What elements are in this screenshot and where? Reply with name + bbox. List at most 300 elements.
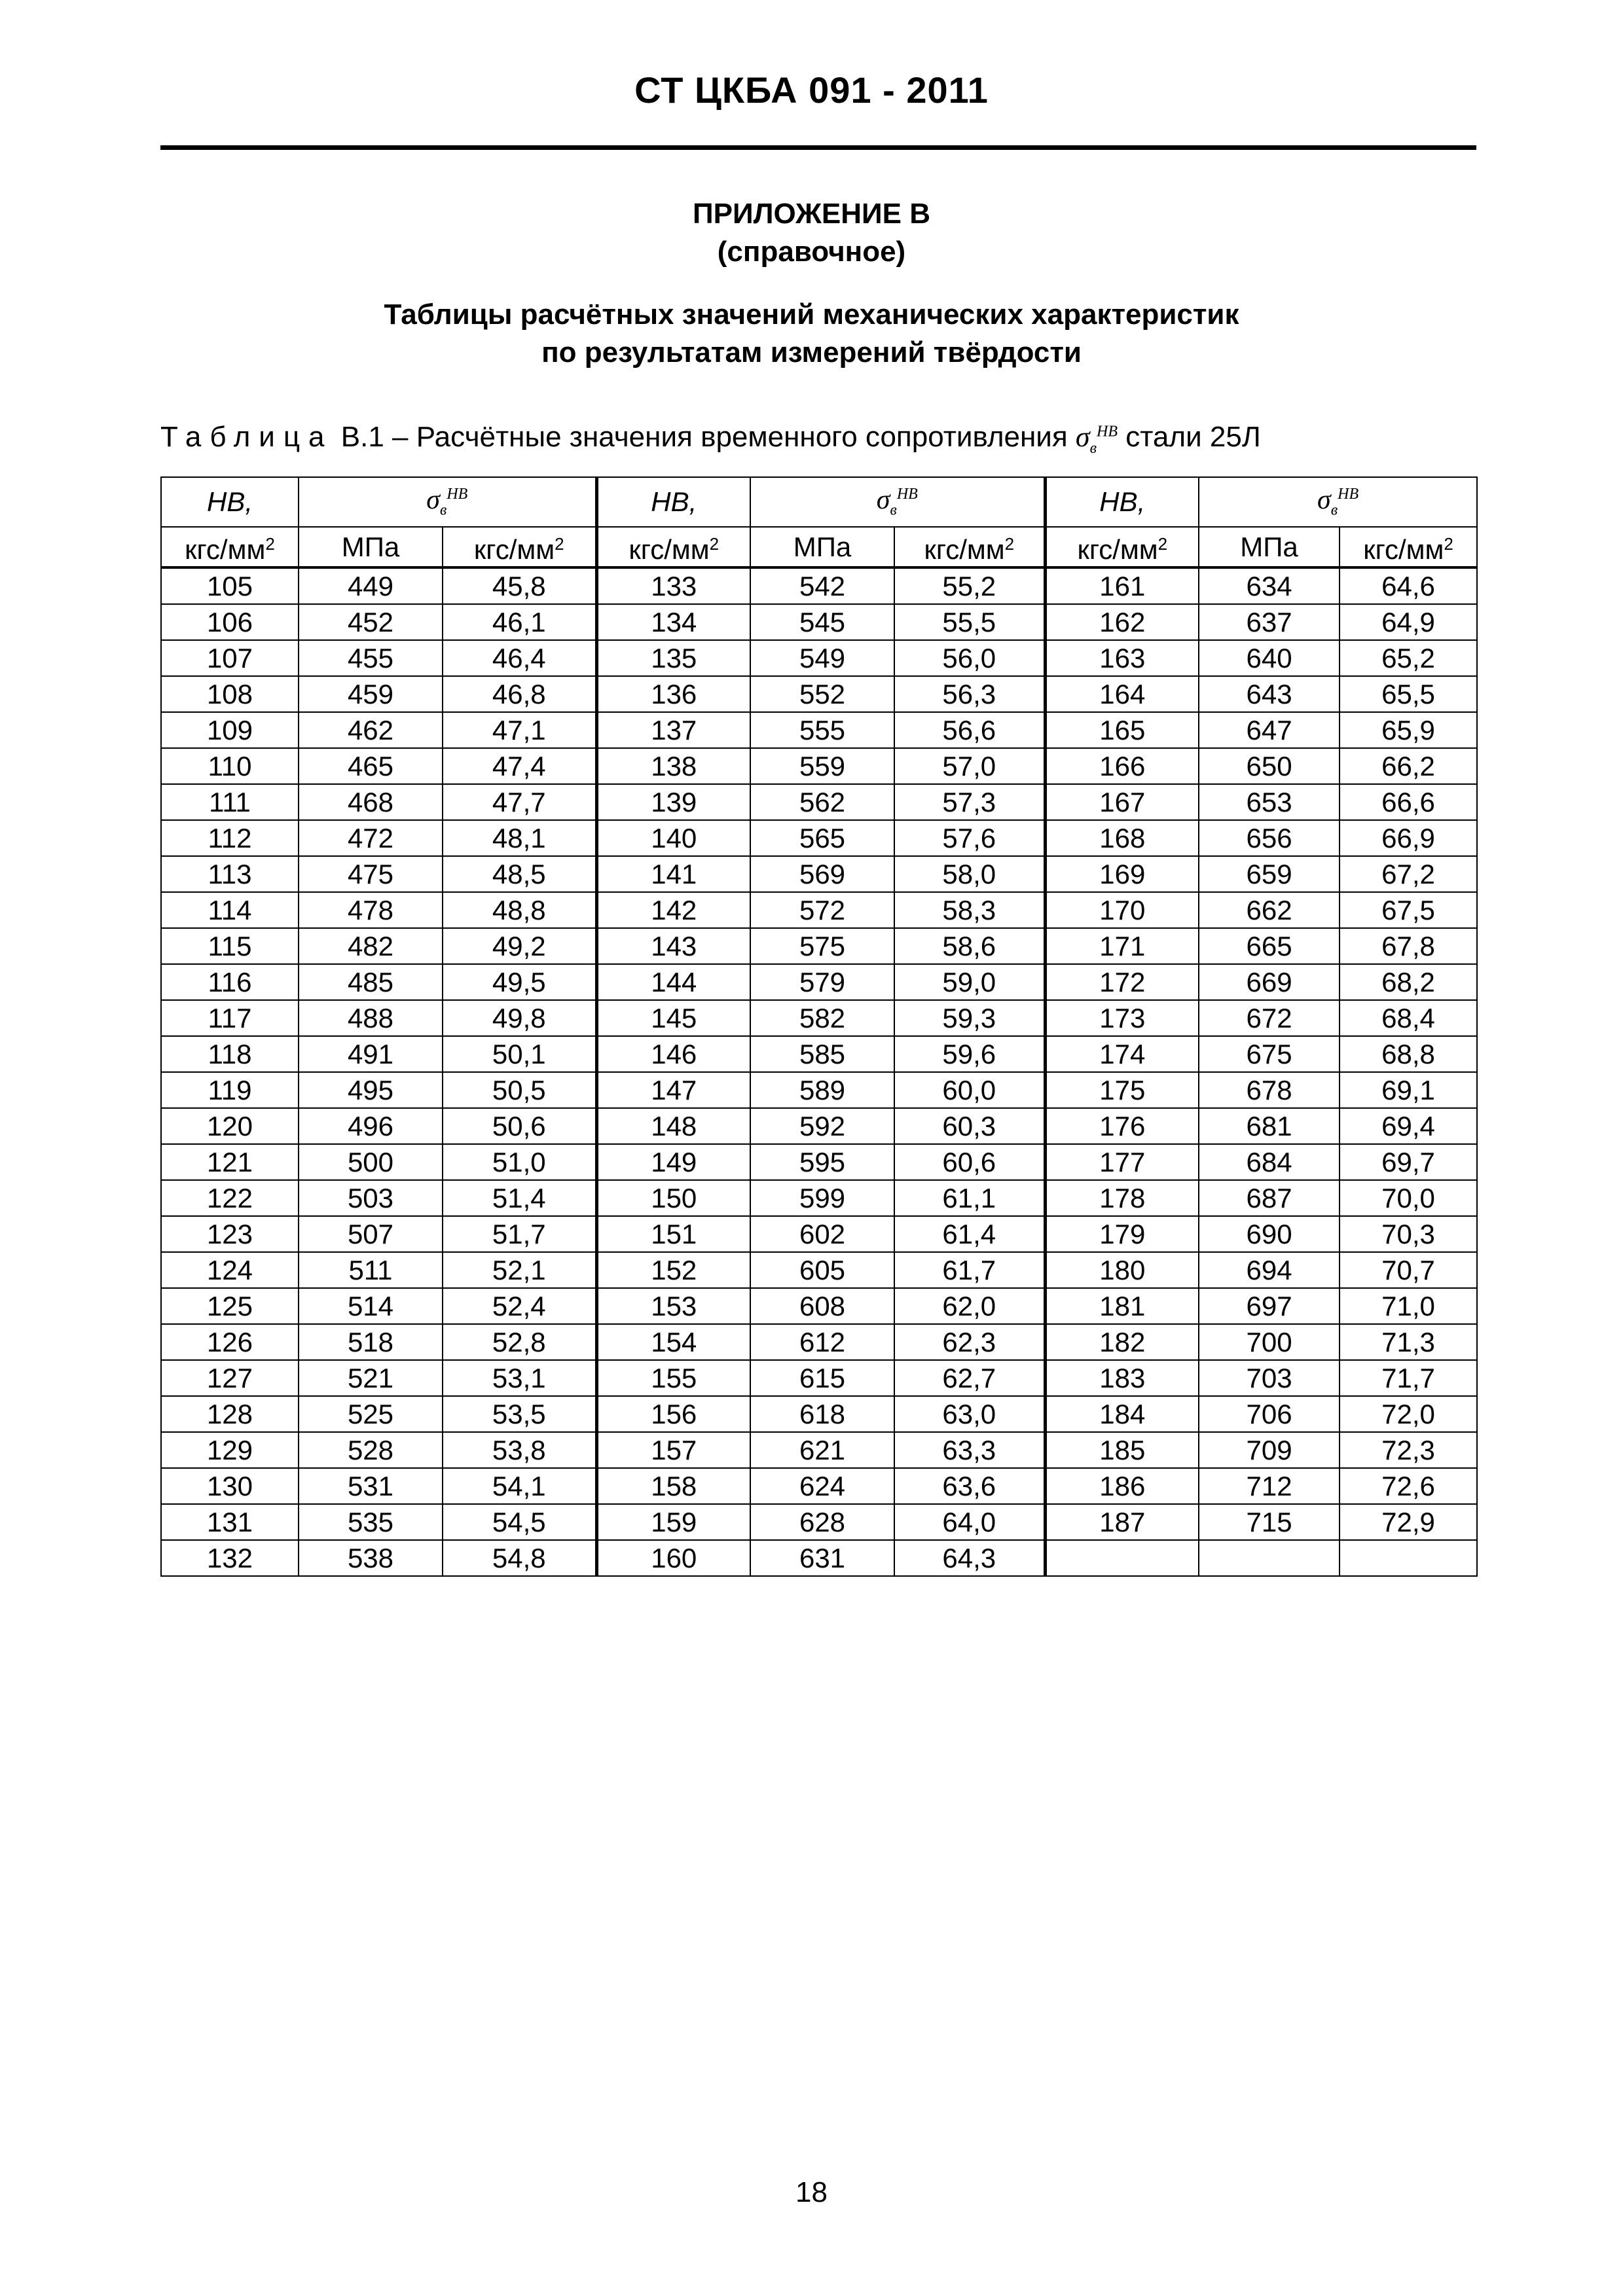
table-cell: 66,6: [1340, 784, 1477, 820]
table-cell: 449: [299, 567, 443, 604]
table-cell: 118: [161, 1036, 299, 1072]
header-sigma: [1199, 477, 1477, 527]
table-cell: 55,5: [894, 604, 1045, 640]
table-cell: 161: [1045, 567, 1199, 604]
table-cell: 605: [750, 1252, 894, 1288]
header-sigma: [750, 477, 1045, 527]
table-row: [161, 1540, 1477, 1576]
table-cell: 171: [1045, 928, 1199, 964]
table-cell: 153: [596, 1288, 750, 1324]
header-kgs: кгс/$мм^2$: [1340, 527, 1477, 567]
table-cell: 647: [1199, 712, 1340, 748]
table-cell: 51,4: [443, 1180, 596, 1216]
table-cell: 142: [596, 892, 750, 928]
table-cell: 108: [161, 676, 299, 712]
table-cell: 156: [596, 1396, 750, 1432]
table-cell: 615: [750, 1360, 894, 1396]
table-cell: 117: [161, 1000, 299, 1036]
table-cell: 124: [161, 1252, 299, 1288]
table-cell: 163: [1045, 640, 1199, 676]
table-cell: 459: [299, 676, 443, 712]
sigma-sub: в: [439, 501, 447, 519]
header-kgs: кгс/$мм^2$: [443, 527, 596, 567]
table-cell: 712: [1199, 1468, 1340, 1504]
table-cell: 531: [299, 1468, 443, 1504]
table-cell: 681: [1199, 1108, 1340, 1144]
table-cell: 618: [750, 1396, 894, 1432]
table-cell: 643: [1199, 676, 1340, 712]
table-cell: 140: [596, 820, 750, 856]
table-cell: 187: [1045, 1504, 1199, 1540]
table-cell: 176: [1045, 1108, 1199, 1144]
sigma-symbol: σ: [876, 485, 890, 515]
table-cell: 53,1: [443, 1360, 596, 1396]
table-cell: 144: [596, 964, 750, 1000]
page-number: 18: [795, 2176, 828, 2208]
table-cell: 552: [750, 676, 894, 712]
table-cell: 47,4: [443, 748, 596, 784]
table-cell: 150: [596, 1180, 750, 1216]
table-cell: 111: [161, 784, 299, 820]
table-row: [161, 964, 1477, 1000]
table-row: [161, 1216, 1477, 1252]
table-cell: 518: [299, 1324, 443, 1360]
table-cell: 70,7: [1340, 1252, 1477, 1288]
header-hb: HB,: [161, 477, 299, 527]
table-row: [161, 640, 1477, 676]
table-cell: 65,9: [1340, 712, 1477, 748]
table-cell: 72,3: [1340, 1432, 1477, 1468]
table-cell: 67,8: [1340, 928, 1477, 964]
table-cell: 149: [596, 1144, 750, 1180]
table-cell: 65,2: [1340, 640, 1477, 676]
table-cell: 159: [596, 1504, 750, 1540]
table-cell: 63,6: [894, 1468, 1045, 1504]
table-cell: 125: [161, 1288, 299, 1324]
table-cell: 165: [1045, 712, 1199, 748]
table-cell: 137: [596, 712, 750, 748]
table-cell: 180: [1045, 1252, 1199, 1288]
table-cell: 66,2: [1340, 748, 1477, 784]
table-row: [161, 1432, 1477, 1468]
table-cell: 694: [1199, 1252, 1340, 1288]
table-cell: 62,7: [894, 1360, 1045, 1396]
table-cell: 514: [299, 1288, 443, 1324]
header-rule: [160, 145, 1476, 150]
table-cell: 119: [161, 1072, 299, 1108]
table-cell: 160: [596, 1540, 750, 1576]
table-cell: 183: [1045, 1360, 1199, 1396]
table-cell: 178: [1045, 1180, 1199, 1216]
table-cell: 624: [750, 1468, 894, 1504]
table-cell: 48,1: [443, 820, 596, 856]
table-row: [161, 1180, 1477, 1216]
table-cell: 67,2: [1340, 856, 1477, 892]
header-hb-unit: кгс/$мм^2$: [161, 527, 299, 567]
table-cell: 700: [1199, 1324, 1340, 1360]
caption-label: Таблица: [160, 421, 333, 453]
table-cell: 62,3: [894, 1324, 1045, 1360]
table-row: [161, 1504, 1477, 1540]
header-hb-unit: кгс/$мм^2$: [1045, 527, 1199, 567]
table-cell: 50,6: [443, 1108, 596, 1144]
appendix-subtitle: (справочное): [717, 236, 906, 268]
table-row: [161, 1324, 1477, 1360]
header-hb: HB,: [1045, 477, 1199, 527]
table-cell: 585: [750, 1036, 894, 1072]
table-cell: 58,0: [894, 856, 1045, 892]
table-cell: 113: [161, 856, 299, 892]
table-cell: 478: [299, 892, 443, 928]
table-cell: [1045, 1540, 1199, 1576]
header-hb-unit: кгс/$мм^2$: [596, 527, 750, 567]
table-cell: 697: [1199, 1288, 1340, 1324]
table-cell: 129: [161, 1432, 299, 1468]
heading-line-1: Таблицы расчётных значений механических характеристик: [384, 298, 1239, 331]
table-cell: 653: [1199, 784, 1340, 820]
table-cell: 109: [161, 712, 299, 748]
table-cell: 595: [750, 1144, 894, 1180]
table-cell: 60,0: [894, 1072, 1045, 1108]
table-cell: 147: [596, 1072, 750, 1108]
table-cell: 54,1: [443, 1468, 596, 1504]
header-mpa: МПа: [750, 527, 894, 567]
heading-line-2: по результатам измерений твёрдости: [541, 336, 1082, 368]
table-row: [161, 1000, 1477, 1036]
table-cell: 54,5: [443, 1504, 596, 1540]
table-cell: 54,8: [443, 1540, 596, 1576]
table-cell: 174: [1045, 1036, 1199, 1072]
sigma-sup: HB: [1338, 486, 1359, 503]
table-cell: 589: [750, 1072, 894, 1108]
table-cell: 59,0: [894, 964, 1045, 1000]
table-cell: 59,6: [894, 1036, 1045, 1072]
table-cell: 131: [161, 1504, 299, 1540]
table-cell: 58,6: [894, 928, 1045, 964]
table-cell: 48,5: [443, 856, 596, 892]
table-cell: 488: [299, 1000, 443, 1036]
table-cell: 141: [596, 856, 750, 892]
table-cell: 172: [1045, 964, 1199, 1000]
table-cell: 185: [1045, 1432, 1199, 1468]
table-cell: 139: [596, 784, 750, 820]
table-cell: 68,8: [1340, 1036, 1477, 1072]
table-cell: 64,3: [894, 1540, 1045, 1576]
table-cell: 116: [161, 964, 299, 1000]
table-cell: 608: [750, 1288, 894, 1324]
table-cell: 112: [161, 820, 299, 856]
caption-sigma-symbol: [1075, 421, 1118, 457]
table-cell: 65,5: [1340, 676, 1477, 712]
table-cell: 575: [750, 928, 894, 964]
sigma-symbol: σ: [426, 485, 440, 515]
table-cell: 70,0: [1340, 1180, 1477, 1216]
table-cell: 49,2: [443, 928, 596, 964]
table-cell: 151: [596, 1216, 750, 1252]
table-cell: 134: [596, 604, 750, 640]
table-cell: 50,5: [443, 1072, 596, 1108]
table-cell: 175: [1045, 1072, 1199, 1108]
sigma-sub: в: [890, 501, 897, 519]
table-cell: 495: [299, 1072, 443, 1108]
table-cell: 60,3: [894, 1108, 1045, 1144]
table-body: [161, 567, 1477, 1576]
sigma-symbol: σ: [1317, 485, 1331, 515]
table-cell: 122: [161, 1180, 299, 1216]
table-cell: 57,3: [894, 784, 1045, 820]
table-cell: 133: [596, 567, 750, 604]
table-row: [161, 604, 1477, 640]
table-cell: 678: [1199, 1072, 1340, 1108]
table-cell: 155: [596, 1360, 750, 1396]
header-hb: HB,: [596, 477, 750, 527]
table-cell: 47,7: [443, 784, 596, 820]
table-row: [161, 1252, 1477, 1288]
table-cell: 582: [750, 1000, 894, 1036]
table-cell: 659: [1199, 856, 1340, 892]
table-cell: 61,7: [894, 1252, 1045, 1288]
table-cell: 63,3: [894, 1432, 1045, 1468]
table-cell: 482: [299, 928, 443, 964]
table-cell: 51,7: [443, 1216, 596, 1252]
table-row: [161, 1468, 1477, 1504]
table-cell: 152: [596, 1252, 750, 1288]
caption-number: В.1: [340, 421, 384, 453]
table-cell: 565: [750, 820, 894, 856]
table-cell: 46,8: [443, 676, 596, 712]
table-cell: 110: [161, 748, 299, 784]
table-cell: 162: [1045, 604, 1199, 640]
table-cell: 521: [299, 1360, 443, 1396]
table-cell: 545: [750, 604, 894, 640]
hardness-table: [160, 476, 1478, 1577]
table-row: [161, 856, 1477, 892]
table-cell: 465: [299, 748, 443, 784]
table-cell: 56,0: [894, 640, 1045, 676]
header-sigma: [299, 477, 596, 527]
table-cell: 525: [299, 1396, 443, 1432]
table-cell: 64,6: [1340, 567, 1477, 604]
table-cell: 612: [750, 1324, 894, 1360]
table-cell: 63,0: [894, 1396, 1045, 1432]
table-cell: 114: [161, 892, 299, 928]
table-cell: 485: [299, 964, 443, 1000]
header-kgs: кгс/$мм^2$: [894, 527, 1045, 567]
sigma-sup: HB: [447, 486, 468, 503]
table-cell: 542: [750, 567, 894, 604]
table-cell: 154: [596, 1324, 750, 1360]
table-cell: 503: [299, 1180, 443, 1216]
table-cell: 182: [1045, 1324, 1199, 1360]
table-cell: 602: [750, 1216, 894, 1252]
table-cell: 69,7: [1340, 1144, 1477, 1180]
table-cell: 52,1: [443, 1252, 596, 1288]
table-cell: 145: [596, 1000, 750, 1036]
table-cell: 462: [299, 712, 443, 748]
table-cell: 496: [299, 1108, 443, 1144]
caption-sigma-sup: HB: [1097, 423, 1118, 440]
table-cell: 47,1: [443, 712, 596, 748]
table-cell: 67,5: [1340, 892, 1477, 928]
table-cell: 130: [161, 1468, 299, 1504]
appendix-block: [0, 195, 1623, 271]
table-cell: 120: [161, 1108, 299, 1144]
table-cell: 468: [299, 784, 443, 820]
table-cell: 538: [299, 1540, 443, 1576]
table-cell: 49,5: [443, 964, 596, 1000]
table-cell: 60,6: [894, 1144, 1045, 1180]
table-cell: 706: [1199, 1396, 1340, 1432]
table-cell: 637: [1199, 604, 1340, 640]
table-cell: 71,3: [1340, 1324, 1477, 1360]
table-cell: 186: [1045, 1468, 1199, 1504]
table-header: [161, 477, 1477, 567]
table-cell: 107: [161, 640, 299, 676]
table-row: [161, 1072, 1477, 1108]
table-cell: 687: [1199, 1180, 1340, 1216]
table-row: [161, 1360, 1477, 1396]
table-cell: 167: [1045, 784, 1199, 820]
table-cell: 184: [1045, 1396, 1199, 1432]
table-cell: 158: [596, 1468, 750, 1504]
table-cell: 562: [750, 784, 894, 820]
header-mpa: МПа: [1199, 527, 1340, 567]
table-cell: 148: [596, 1108, 750, 1144]
table-cell: 105: [161, 567, 299, 604]
table-cell: 146: [596, 1036, 750, 1072]
table-cell: 669: [1199, 964, 1340, 1000]
document-code: СТ ЦКБА 091 - 2011: [634, 69, 989, 111]
table-cell: 640: [1199, 640, 1340, 676]
table-cell: 46,4: [443, 640, 596, 676]
table-cell: 715: [1199, 1504, 1340, 1540]
table-cell: 106: [161, 604, 299, 640]
table-cell: 181: [1045, 1288, 1199, 1324]
table-cell: 138: [596, 748, 750, 784]
table-row: [161, 567, 1477, 604]
table-cell: 675: [1199, 1036, 1340, 1072]
table-cell: 123: [161, 1216, 299, 1252]
table-cell: 166: [1045, 748, 1199, 784]
table-cell: 132: [161, 1540, 299, 1576]
table-row: [161, 928, 1477, 964]
table-cell: 58,3: [894, 892, 1045, 928]
table-cell: 628: [750, 1504, 894, 1540]
table-cell: 455: [299, 640, 443, 676]
table-row: [161, 1288, 1477, 1324]
table-cell: 690: [1199, 1216, 1340, 1252]
table-cell: 549: [750, 640, 894, 676]
table-cell: [1199, 1540, 1340, 1576]
header-mpa: МПа: [299, 527, 443, 567]
table-cell: 665: [1199, 928, 1340, 964]
table-cell: [1340, 1540, 1477, 1576]
table-cell: 51,0: [443, 1144, 596, 1180]
table-cell: 709: [1199, 1432, 1340, 1468]
table-row: [161, 820, 1477, 856]
table-cell: 179: [1045, 1216, 1199, 1252]
table-cell: 170: [1045, 892, 1199, 928]
table-cell: 662: [1199, 892, 1340, 928]
table-cell: 64,0: [894, 1504, 1045, 1540]
table-cell: 452: [299, 604, 443, 640]
table-row: [161, 892, 1477, 928]
caption-text: – Расчётные значения временного сопротивления: [392, 421, 1068, 453]
table-cell: 703: [1199, 1360, 1340, 1396]
table-cell: 528: [299, 1432, 443, 1468]
table-cell: 656: [1199, 820, 1340, 856]
table-cell: 55,2: [894, 567, 1045, 604]
table-cell: 64,9: [1340, 604, 1477, 640]
table-cell: 672: [1199, 1000, 1340, 1036]
table-cell: 136: [596, 676, 750, 712]
caption-sigma: σ: [1075, 421, 1090, 453]
table-caption: [160, 420, 1476, 457]
table-row: [161, 1396, 1477, 1432]
table-cell: 177: [1045, 1144, 1199, 1180]
table-cell: 121: [161, 1144, 299, 1180]
table-cell: 59,3: [894, 1000, 1045, 1036]
caption-suffix: стали 25Л: [1125, 421, 1261, 453]
table-cell: 52,8: [443, 1324, 596, 1360]
table-cell: 68,2: [1340, 964, 1477, 1000]
table-cell: 579: [750, 964, 894, 1000]
table-cell: 634: [1199, 567, 1340, 604]
table-cell: 135: [596, 640, 750, 676]
table-cell: 535: [299, 1504, 443, 1540]
table-cell: 491: [299, 1036, 443, 1072]
table-cell: 57,0: [894, 748, 1045, 784]
table-row: [161, 1036, 1477, 1072]
table-cell: 72,9: [1340, 1504, 1477, 1540]
table-cell: 650: [1199, 748, 1340, 784]
table-cell: 115: [161, 928, 299, 964]
table-cell: 56,3: [894, 676, 1045, 712]
table-cell: 507: [299, 1216, 443, 1252]
table-cell: 49,8: [443, 1000, 596, 1036]
table-cell: 69,1: [1340, 1072, 1477, 1108]
caption-sigma-sub: в: [1089, 439, 1097, 457]
table-cell: 57,6: [894, 820, 1045, 856]
table-cell: 68,4: [1340, 1000, 1477, 1036]
table-cell: 61,1: [894, 1180, 1045, 1216]
table-cell: 168: [1045, 820, 1199, 856]
table-cell: 572: [750, 892, 894, 928]
table-cell: 126: [161, 1324, 299, 1360]
table-cell: 66,9: [1340, 820, 1477, 856]
table-cell: 53,8: [443, 1432, 596, 1468]
table-cell: 48,8: [443, 892, 596, 928]
section-heading: [0, 296, 1623, 372]
table-cell: 164: [1045, 676, 1199, 712]
sigma-sup: HB: [896, 486, 918, 503]
table-cell: 72,6: [1340, 1468, 1477, 1504]
table-cell: 50,1: [443, 1036, 596, 1072]
table-row: [161, 784, 1477, 820]
table-cell: 599: [750, 1180, 894, 1216]
table-cell: 71,0: [1340, 1288, 1477, 1324]
table-cell: 53,5: [443, 1396, 596, 1432]
table-cell: 631: [750, 1540, 894, 1576]
table-cell: 555: [750, 712, 894, 748]
table-cell: 475: [299, 856, 443, 892]
table-row: [161, 1144, 1477, 1180]
table-cell: 62,0: [894, 1288, 1045, 1324]
table-cell: 143: [596, 928, 750, 964]
table-cell: 128: [161, 1396, 299, 1432]
table-row: [161, 676, 1477, 712]
table-cell: 157: [596, 1432, 750, 1468]
